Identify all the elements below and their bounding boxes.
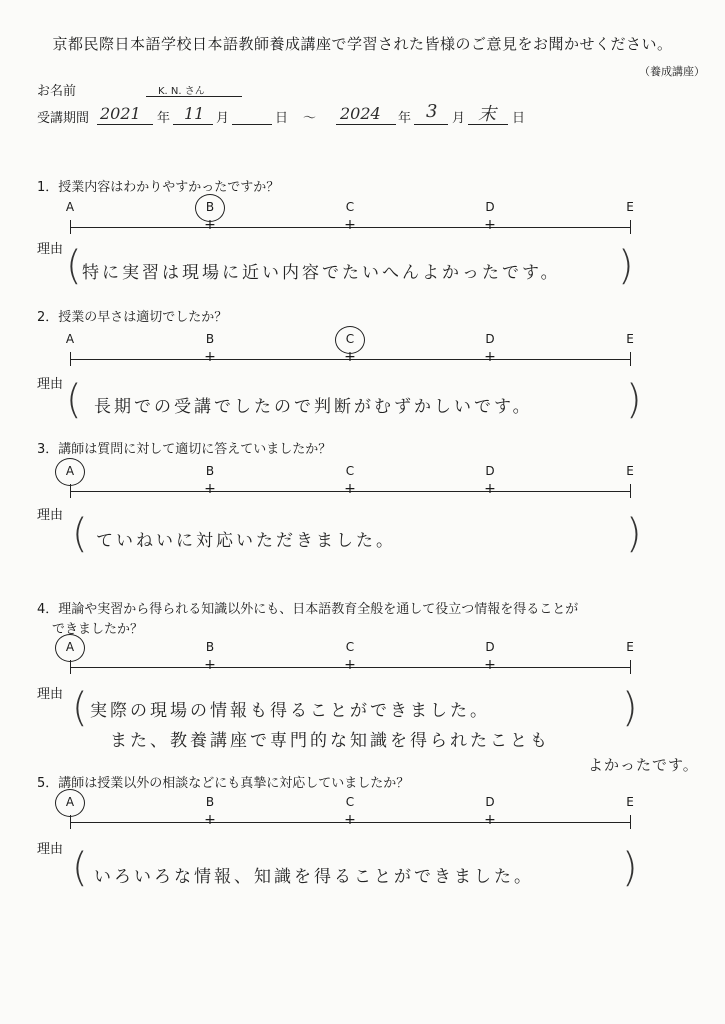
start-month-unit: 月 [216,111,230,126]
scale-option-c[interactable]: + [344,657,356,673]
answer-5-line-1: いろいろな情報、知識を得ることができました。 [94,867,534,887]
question-3-text: 3．講師は質問に対して適切に答えていましたか？ [37,442,332,457]
scale-option-d[interactable]: + [484,481,496,497]
scale-option-c[interactable]: + [344,217,356,233]
reason-label-5: 理由 [37,842,64,857]
scale-label-b: B [205,464,215,478]
scale-label-e: E [626,464,634,478]
scale-option-c[interactable]: + [344,812,356,828]
scale-option-d[interactable]: + [484,217,496,233]
question-1-text: 1．授業内容はわかりやすかったですか？ [37,180,280,195]
reason-bracket-close-2: ) [626,377,642,423]
scale-label-d: D [485,464,495,478]
scale-end-tick [70,352,71,366]
reason-bracket-open-1: ( [66,243,82,289]
reason-bracket-close-5: ) [622,845,638,891]
end-month-unit: 月 [452,111,466,126]
scale-label-e: E [626,640,634,654]
end-year-unit: 年 [398,111,412,126]
selected-circle-mark [195,194,225,222]
scale-end-tick [630,815,631,829]
question-4-text: 4．理論や実習から得られる知識以外にも、日本語教育全般を通して役立つ情報を得ることが [37,602,579,617]
scale-label-b: B [205,640,215,654]
scale-option-b[interactable]: + [204,481,216,497]
answer-4-line-1: 実際の現場の情報も得ることができました。 [90,701,490,721]
scale-option-b[interactable]: + [204,217,216,233]
scale-label-e: E [626,200,634,214]
answer-3-line-1: ていねいに対応いただきました。 [96,531,396,551]
scale-label-b: B [205,332,215,346]
scale-end-tick [70,660,71,674]
scale-option-d[interactable]: + [484,349,496,365]
scale-label-a: A [65,795,75,809]
scale-label-c: C [345,200,355,214]
scale-option-b[interactable]: + [204,349,216,365]
answer-1-line-1: 特に実習は現場に近い内容でたいへんよかったです。 [82,263,561,283]
selected-circle-mark [55,458,85,486]
scale-end-tick [70,815,71,829]
scale-label-a: A [65,640,75,654]
rating-scale-2[interactable] [65,332,634,372]
end-month-underline [414,124,448,125]
scale-label-e: E [626,795,634,809]
scale-end-tick [70,484,71,498]
scale-option-b[interactable]: + [204,657,216,673]
scale-end-tick [630,484,631,498]
name-value: K. N. さん [158,86,205,97]
question-2-text: 2．授業の早さは適切でしたか？ [37,310,228,325]
reason-label-1: 理由 [37,242,64,257]
selected-circle-mark [55,634,85,662]
reason-bracket-open-2: ( [66,377,82,423]
scale-label-b: B [205,200,215,214]
scale-label-d: D [485,640,495,654]
scale-label-d: D [485,795,495,809]
scale-option-c[interactable]: + [344,481,356,497]
end-day-unit: 日 [512,111,526,126]
scale-option-b[interactable]: + [204,812,216,828]
period-tilde: ～ [303,111,317,126]
scale-end-tick [630,220,631,234]
scale-label-d: D [485,200,495,214]
scale-label-a: A [65,200,75,214]
start-month-value: 11 [184,104,205,123]
reason-bracket-open-5: ( [72,845,88,891]
start-day-underline [232,124,272,125]
scale-label-c: C [345,464,355,478]
rating-scale-1[interactable] [65,200,634,240]
scale-label-e: E [626,332,634,346]
reason-label-3: 理由 [37,508,64,523]
scale-label-a: A [65,332,75,346]
scale-label-b: B [205,795,215,809]
question-4-text-cont: できましたか？ [52,622,144,637]
rating-scale-4[interactable] [65,640,634,680]
rating-scale-3[interactable] [65,464,634,504]
scale-label-c: C [345,332,355,346]
scale-label-c: C [345,640,355,654]
reason-bracket-close-1: ) [618,243,634,289]
answer-4-line-3: よかったです。 [588,756,699,774]
start-year-underline [97,124,153,125]
end-year-underline [336,124,396,125]
scale-label-d: D [485,332,495,346]
start-year-value: 2021 [100,104,141,123]
reason-bracket-open-4: ( [72,685,88,731]
start-day-unit: 日 [275,111,289,126]
answer-4-line-2: また、教養講座で専門的な知識を得られたことも [110,731,550,751]
form-title: 京都民際日本語学校日本語教師養成講座で学習された皆様のご意見をお聞かせください。 [52,35,673,53]
start-month-underline [173,124,213,125]
answer-2-line-1: 長期での受講でしたので判断がむずかしいです。 [94,397,533,417]
end-year-value: 2024 [340,104,381,123]
scale-option-d[interactable]: + [484,657,496,673]
rating-scale-5[interactable] [65,795,634,835]
scale-option-d[interactable]: + [484,812,496,828]
reason-bracket-open-3: ( [72,511,88,557]
scale-label-c: C [345,795,355,809]
scale-end-tick [630,352,631,366]
start-year-unit: 年 [157,111,171,126]
end-month-value: 3 [426,101,438,122]
course-tag: （養成講座） [639,65,705,78]
reason-bracket-close-3: ) [626,511,642,557]
reason-label-4: 理由 [37,687,64,702]
scale-end-tick [630,660,631,674]
scale-option-c[interactable]: + [344,349,356,365]
reason-bracket-close-4: ) [622,685,638,731]
scale-end-tick [70,220,71,234]
scale-label-a: A [65,464,75,478]
question-5-text: 5．講師は授業以外の相談などにも真摯に対応していましたか？ [37,776,410,791]
selected-circle-mark [55,789,85,817]
selected-circle-mark [335,326,365,354]
reason-label-2: 理由 [37,377,64,392]
period-label: 受講期間 [37,111,90,126]
end-day-value: 末 [478,104,496,125]
name-label: お名前 [37,84,77,99]
